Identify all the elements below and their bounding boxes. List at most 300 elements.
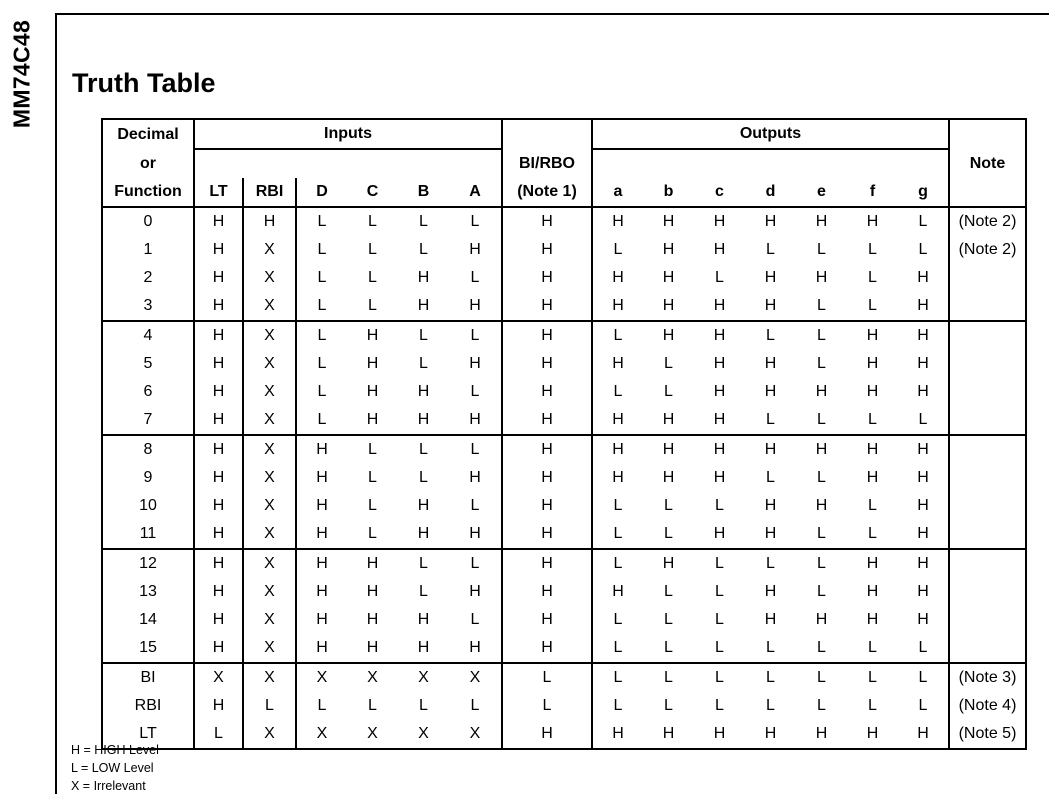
cell-rbi: X: [243, 350, 296, 378]
cell-oc: H: [713, 355, 726, 372]
cell-oe: H: [796, 720, 847, 749]
cell-og: H: [898, 492, 949, 520]
cell-ob: L: [664, 669, 673, 686]
cell-note: [949, 634, 1026, 663]
cell-ob: L: [643, 634, 694, 663]
table-row: [102, 435, 1026, 464]
cell-oa: H: [612, 583, 624, 600]
cell-fn: 0: [102, 207, 194, 236]
cell-od: H: [764, 611, 777, 628]
table-row: [102, 492, 1026, 520]
table-row: [102, 321, 1026, 350]
cell-note: [949, 321, 1026, 350]
cell-c: H: [366, 611, 379, 628]
cell-bi: H: [502, 435, 592, 464]
cell-og: L: [898, 692, 949, 720]
cell-lt: H: [194, 207, 243, 236]
cell-od: L: [745, 406, 796, 435]
cell-a: L: [449, 492, 502, 520]
cell-b: L: [419, 583, 428, 600]
cell-lt: H: [194, 464, 243, 492]
col-header-out-a: a: [592, 178, 643, 207]
cell-oc: L: [715, 269, 724, 286]
cell-oa: L: [613, 555, 623, 572]
cell-ob: L: [643, 520, 694, 549]
cell-oe: L: [796, 634, 847, 663]
cell-c: L: [368, 441, 377, 458]
legend-high: H = HIGH Level: [71, 743, 159, 757]
cell-bi: H: [502, 549, 592, 578]
cell-a: L: [449, 378, 502, 406]
cell-od: H: [745, 720, 796, 749]
cell-of: H: [866, 213, 879, 230]
cell-og: H: [898, 520, 949, 549]
cell-ob: L: [664, 611, 673, 628]
cell-a: H: [449, 464, 502, 492]
cell-b: H: [417, 611, 430, 628]
cell-d: L: [317, 383, 327, 400]
cell-og: H: [898, 549, 949, 578]
table-row: [102, 549, 1026, 578]
cell-od: H: [764, 269, 777, 286]
cell-fn: 15: [102, 634, 194, 663]
cell-oe: L: [817, 697, 826, 714]
cell-a: H: [449, 634, 502, 663]
cell-a: L: [449, 692, 502, 720]
cell-bi: H: [502, 321, 592, 350]
cell-od: L: [766, 327, 775, 344]
cell-b: L: [419, 697, 428, 714]
cell-ob: H: [662, 213, 675, 230]
cell-rbi: X: [243, 720, 296, 749]
cell-og: H: [898, 578, 949, 606]
cell-note: [949, 606, 1026, 634]
cell-of: L: [847, 406, 898, 435]
cell-c: H: [347, 406, 398, 435]
cell-d: H: [296, 634, 347, 663]
cell-oe: H: [815, 611, 828, 628]
cell-fn: 10: [102, 492, 194, 520]
cell-a: H: [449, 406, 502, 435]
cell-fn: 11: [102, 520, 194, 549]
cell-a: H: [449, 236, 502, 264]
cell-fn: 13: [102, 578, 194, 606]
frame-top-rule: [55, 13, 1049, 15]
cell-bi: L: [502, 692, 592, 720]
cell-oe: L: [817, 355, 826, 372]
cell-a: H: [449, 578, 502, 606]
cell-b: H: [398, 406, 449, 435]
cell-og: H: [898, 464, 949, 492]
col-header-c: C: [347, 178, 398, 207]
cell-lt: H: [194, 692, 243, 720]
cell-d: H: [316, 441, 328, 458]
cell-ob: H: [643, 406, 694, 435]
cell-od: H: [764, 583, 777, 600]
cell-oa: H: [592, 720, 643, 749]
table-row: [102, 406, 1026, 435]
truth-table-body: [102, 207, 1026, 749]
cell-oc: L: [715, 611, 724, 628]
cell-note: [949, 292, 1026, 321]
cell-a: L: [449, 549, 502, 578]
cell-fn: 2: [102, 264, 194, 292]
cell-rbi: L: [243, 692, 296, 720]
cell-note: (Note 5): [949, 720, 1026, 749]
cell-fn: 9: [102, 464, 194, 492]
col-header-out-f: f: [847, 178, 898, 207]
table-row: [102, 236, 1026, 264]
cell-oc: L: [694, 634, 745, 663]
cell-c: X: [347, 720, 398, 749]
cell-oa: H: [612, 469, 624, 486]
cell-note: (Note 2): [949, 236, 1026, 264]
cell-b: L: [419, 555, 428, 572]
cell-bi: H: [502, 634, 592, 663]
col-header-out-d: d: [745, 178, 796, 207]
cell-bi: H: [502, 520, 592, 549]
cell-oa: L: [592, 520, 643, 549]
cell-c: L: [368, 469, 377, 486]
cell-oc: L: [715, 583, 724, 600]
cell-oa: L: [592, 634, 643, 663]
cell-oc: L: [715, 669, 724, 686]
cell-c: L: [368, 213, 377, 230]
cell-od: L: [766, 669, 775, 686]
cell-oa: L: [613, 497, 623, 514]
cell-oe: H: [815, 269, 828, 286]
cell-oe: L: [796, 406, 847, 435]
cell-of: L: [868, 697, 877, 714]
cell-c: L: [368, 241, 377, 258]
cell-d: L: [296, 406, 347, 435]
cell-ob: H: [662, 441, 675, 458]
cell-og: H: [898, 350, 949, 378]
cell-rbi: X: [243, 435, 296, 464]
col-header-lt: LT: [194, 178, 243, 207]
cell-oa: H: [612, 441, 624, 458]
cell-og: L: [898, 406, 949, 435]
cell-og: H: [898, 720, 949, 749]
cell-oa: H: [612, 269, 624, 286]
table-row: [102, 634, 1026, 663]
cell-lt: H: [194, 634, 243, 663]
cell-fn: 5: [102, 350, 194, 378]
cell-d: X: [296, 720, 347, 749]
outputs-header: Outputs: [592, 119, 949, 149]
cell-rbi: X: [243, 236, 296, 264]
col-header-rbi: RBI: [243, 178, 296, 207]
cell-c: H: [366, 583, 379, 600]
header-row: [102, 149, 1026, 178]
cell-rbi: X: [243, 406, 296, 435]
note-header: Note: [949, 149, 1026, 178]
cell-og: L: [898, 634, 949, 663]
cell-c: H: [366, 555, 379, 572]
cell-od: H: [745, 520, 796, 549]
cell-bi: H: [502, 492, 592, 520]
cell-oe: L: [817, 669, 826, 686]
cell-d: L: [296, 292, 347, 321]
cell-fn: 8: [102, 435, 194, 464]
cell-c: L: [368, 697, 377, 714]
cell-of: L: [868, 669, 877, 686]
cell-oa: H: [592, 406, 643, 435]
cell-og: H: [898, 378, 949, 406]
cell-a: L: [449, 606, 502, 634]
cell-bi: H: [502, 578, 592, 606]
cell-oa: L: [613, 383, 623, 400]
cell-rbi: X: [243, 321, 296, 350]
cell-rbi: X: [243, 492, 296, 520]
cell-oa: H: [612, 355, 624, 372]
cell-oc: H: [713, 241, 726, 258]
cell-b: H: [417, 383, 430, 400]
cell-lt: H: [194, 406, 243, 435]
cell-oe: L: [817, 327, 826, 344]
cell-c: H: [366, 355, 379, 372]
table-row: [102, 606, 1026, 634]
cell-oc: H: [694, 406, 745, 435]
cell-b: H: [417, 269, 430, 286]
cell-lt: H: [194, 606, 243, 634]
cell-rbi: X: [243, 264, 296, 292]
cell-d: H: [316, 611, 328, 628]
cell-od: H: [764, 383, 777, 400]
cell-fn: 6: [102, 378, 194, 406]
cell-rbi: X: [243, 520, 296, 549]
table-row: [102, 350, 1026, 378]
col-header-out-g: g: [898, 178, 949, 207]
cell-of: H: [866, 441, 879, 458]
cell-lt: H: [194, 492, 243, 520]
cell-oe: L: [796, 520, 847, 549]
cell-rbi: X: [243, 378, 296, 406]
table-row: [102, 264, 1026, 292]
table-row: [102, 378, 1026, 406]
cell-of: L: [847, 634, 898, 663]
cell-oa: L: [613, 669, 623, 686]
cell-bi: H: [502, 606, 592, 634]
cell-d: L: [317, 355, 327, 372]
cell-od: L: [766, 697, 775, 714]
cell-od: L: [766, 241, 775, 258]
section-title: Truth Table: [72, 68, 216, 98]
cell-oc: H: [713, 441, 726, 458]
cell-of: H: [866, 469, 879, 486]
cell-og: L: [898, 236, 949, 264]
cell-of: H: [866, 555, 879, 572]
cell-note: [949, 406, 1026, 435]
cell-b: L: [419, 327, 428, 344]
table-row: [102, 520, 1026, 549]
cell-og: H: [898, 292, 949, 321]
cell-d: L: [317, 327, 327, 344]
cell-a: L: [449, 207, 502, 236]
cell-bi: H: [502, 720, 592, 749]
cell-lt: H: [194, 435, 243, 464]
cell-od: H: [764, 497, 777, 514]
cell-b: L: [419, 469, 428, 486]
cell-fn: 14: [102, 606, 194, 634]
bi-rbo-header-line1: BI/RBO: [502, 149, 592, 178]
cell-of: L: [868, 241, 877, 258]
cell-d: H: [316, 497, 328, 514]
header-row: [102, 178, 1026, 207]
cell-ob: L: [664, 497, 673, 514]
cell-b: L: [419, 213, 428, 230]
cell-lt: H: [194, 520, 243, 549]
cell-rbi: X: [243, 292, 296, 321]
cell-b: L: [419, 241, 428, 258]
cell-od: H: [764, 441, 777, 458]
cell-fn: RBI: [102, 692, 194, 720]
cell-d: H: [296, 520, 347, 549]
cell-oe: H: [815, 441, 828, 458]
cell-lt: H: [194, 292, 243, 321]
cell-ob: H: [662, 327, 675, 344]
table-row: [102, 292, 1026, 321]
cell-oc: L: [715, 697, 724, 714]
cell-c: H: [366, 327, 379, 344]
cell-note: [949, 435, 1026, 464]
cell-fn: 7: [102, 406, 194, 435]
cell-b: H: [398, 292, 449, 321]
cell-ob: L: [664, 583, 673, 600]
cell-bi: L: [502, 663, 592, 692]
cell-of: L: [847, 292, 898, 321]
cell-oe: H: [815, 497, 828, 514]
part-number-label: [1, 0, 43, 148]
cell-fn: LT: [102, 720, 194, 749]
cell-note: [949, 549, 1026, 578]
truth-table: [101, 118, 1027, 750]
cell-oc: H: [713, 213, 726, 230]
cell-of: L: [868, 269, 877, 286]
cell-c: L: [347, 520, 398, 549]
cell-od: H: [745, 292, 796, 321]
cell-oc: H: [694, 292, 745, 321]
decimal-header-line2: or: [102, 149, 194, 178]
cell-bi: H: [502, 406, 592, 435]
col-header-out-b: b: [643, 178, 694, 207]
cell-fn: 3: [102, 292, 194, 321]
cell-a: L: [449, 321, 502, 350]
cell-note: (Note 2): [949, 207, 1026, 236]
cell-ob: L: [664, 355, 673, 372]
cell-fn: BI: [102, 663, 194, 692]
cell-bi: H: [502, 236, 592, 264]
cell-c: H: [366, 383, 379, 400]
cell-c: H: [347, 634, 398, 663]
cell-c: L: [347, 292, 398, 321]
cell-b: H: [398, 520, 449, 549]
cell-bi: H: [502, 378, 592, 406]
cell-oe: L: [817, 469, 826, 486]
legend-low: L = LOW Level: [71, 761, 154, 775]
cell-ob: H: [643, 720, 694, 749]
header-row: [102, 119, 1026, 149]
cell-og: H: [898, 264, 949, 292]
cell-ob: H: [662, 555, 675, 572]
cell-rbi: H: [243, 207, 296, 236]
col-header-a: A: [449, 178, 502, 207]
cell-of: H: [866, 383, 879, 400]
cell-ob: H: [643, 292, 694, 321]
frame-left-rule: [55, 13, 57, 794]
cell-od: H: [764, 355, 777, 372]
table-row: [102, 464, 1026, 492]
part-number-text: MM74C48: [8, 19, 35, 129]
cell-oe: H: [815, 383, 828, 400]
cell-oe: L: [817, 241, 826, 258]
cell-b: X: [398, 720, 449, 749]
cell-lt: H: [194, 321, 243, 350]
decimal-header-line1: Decimal: [102, 119, 194, 149]
cell-ob: H: [662, 269, 675, 286]
cell-ob: H: [662, 241, 675, 258]
cell-c: L: [368, 269, 377, 286]
cell-bi: H: [502, 264, 592, 292]
cell-lt: X: [194, 663, 243, 692]
cell-oc: L: [715, 555, 724, 572]
cell-od: L: [745, 634, 796, 663]
cell-b: L: [419, 355, 428, 372]
cell-oc: H: [694, 520, 745, 549]
cell-fn: 1: [102, 236, 194, 264]
cell-rbi: X: [243, 578, 296, 606]
cell-note: [949, 492, 1026, 520]
table-row: [102, 578, 1026, 606]
cell-og: L: [898, 663, 949, 692]
cell-rbi: X: [243, 549, 296, 578]
cell-note: [949, 578, 1026, 606]
cell-of: H: [866, 583, 879, 600]
legend: [71, 741, 159, 795]
cell-rbi: X: [243, 464, 296, 492]
cell-ob: H: [662, 469, 675, 486]
bi-rbo-header-line2: (Note 1): [502, 178, 592, 207]
cell-a: H: [449, 350, 502, 378]
cell-d: L: [317, 697, 327, 714]
table-row: [102, 692, 1026, 720]
cell-oe: H: [815, 213, 828, 230]
cell-og: H: [898, 606, 949, 634]
cell-d: H: [316, 469, 328, 486]
cell-of: L: [868, 497, 877, 514]
cell-rbi: X: [243, 634, 296, 663]
cell-oc: H: [713, 469, 726, 486]
cell-od: L: [766, 555, 775, 572]
cell-b: X: [418, 669, 429, 686]
cell-a: L: [449, 264, 502, 292]
cell-lt: H: [194, 350, 243, 378]
cell-oa: L: [613, 611, 623, 628]
cell-oc: H: [713, 327, 726, 344]
cell-oa: L: [613, 241, 623, 258]
table-row: [102, 663, 1026, 692]
cell-fn: 4: [102, 321, 194, 350]
cell-a: X: [449, 720, 502, 749]
cell-lt: L: [194, 720, 243, 749]
cell-og: H: [898, 321, 949, 350]
cell-b: H: [398, 634, 449, 663]
cell-bi: H: [502, 464, 592, 492]
cell-note: [949, 264, 1026, 292]
cell-oa: L: [613, 327, 623, 344]
cell-b: L: [419, 441, 428, 458]
cell-a: H: [449, 520, 502, 549]
